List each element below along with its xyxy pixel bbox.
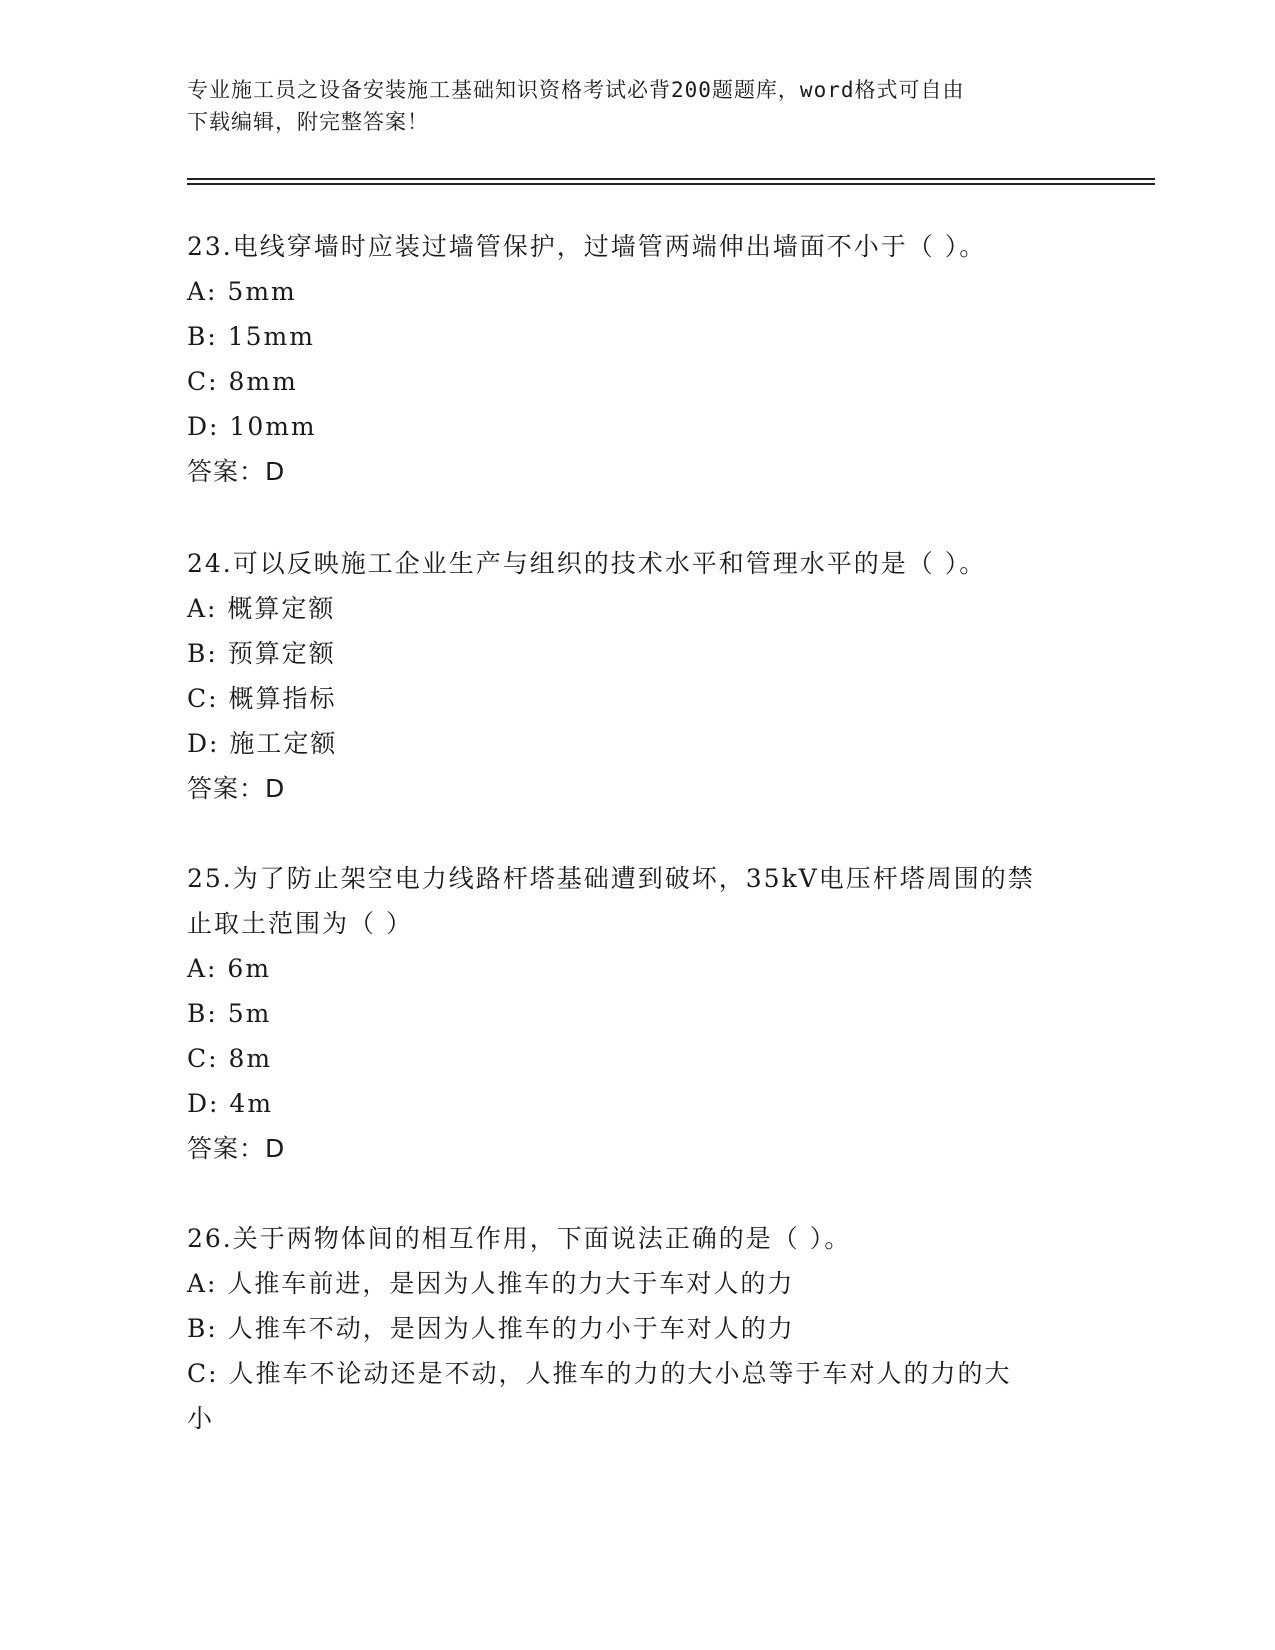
- document-header: [187, 74, 1067, 138]
- question-26-option-c-continued: 小: [187, 1404, 215, 1433]
- question-26-option-c: C: 人推车不论动还是不动，人推车的力的大小总等于车对人的力的大: [187, 1359, 1012, 1388]
- question-23-option-c: C: 8mm: [187, 367, 298, 396]
- question-24-option-a: A: 概算定额: [187, 594, 336, 623]
- question-24-option-d: D: 施工定额: [187, 729, 338, 758]
- question-23-option-b: B: 15mm: [187, 322, 315, 351]
- question-23-stem: 23.电线穿墙时应装过墙管保护，过墙管两端伸出墙面不小于（ ）。: [187, 232, 987, 261]
- question-25-option-a: A: 6m: [187, 954, 272, 983]
- question-24-stem: 24.可以反映施工企业生产与组织的技术水平和管理水平的是（ ）。: [187, 549, 987, 578]
- question-24-option-c: C: 概算指标: [187, 684, 337, 713]
- question-26-stem: 26.关于两物体间的相互作用，下面说法正确的是（ ）。: [187, 1224, 852, 1253]
- header-divider-top: [187, 178, 1155, 180]
- question-25-stem-line-2: 止取土范围为（ ）: [187, 909, 413, 938]
- question-26-option-b: B: 人推车不动，是因为人推车的力小于车对人的力: [187, 1314, 795, 1343]
- header-line-2: 下载编辑，附完整答案！: [187, 110, 429, 134]
- question-23-option-a: A: 5mm: [187, 277, 297, 306]
- question-25-answer: 答案：D: [187, 1134, 286, 1163]
- question-25-option-b: B: 5m: [187, 999, 272, 1028]
- question-25-option-c: C: 8m: [187, 1044, 273, 1073]
- header-line-1: 专业施工员之设备安装施工基础知识资格考试必背200题题库，word格式可自由: [187, 78, 965, 102]
- question-24-answer: 答案：D: [187, 774, 286, 803]
- header-divider-bottom: [187, 183, 1155, 185]
- question-26-option-a: A: 人推车前进，是因为人推车的力大于车对人的力: [187, 1269, 795, 1298]
- question-25-stem-line-1: 25.为了防止架空电力线路杆塔基础遭到破坏，35kV电压杆塔周围的禁: [187, 864, 1035, 893]
- question-24-option-b: B: 预算定额: [187, 639, 336, 668]
- question-23-option-d: D: 10mm: [187, 412, 317, 441]
- question-23-answer: 答案：D: [187, 457, 286, 486]
- question-25-option-d: D: 4m: [187, 1089, 274, 1118]
